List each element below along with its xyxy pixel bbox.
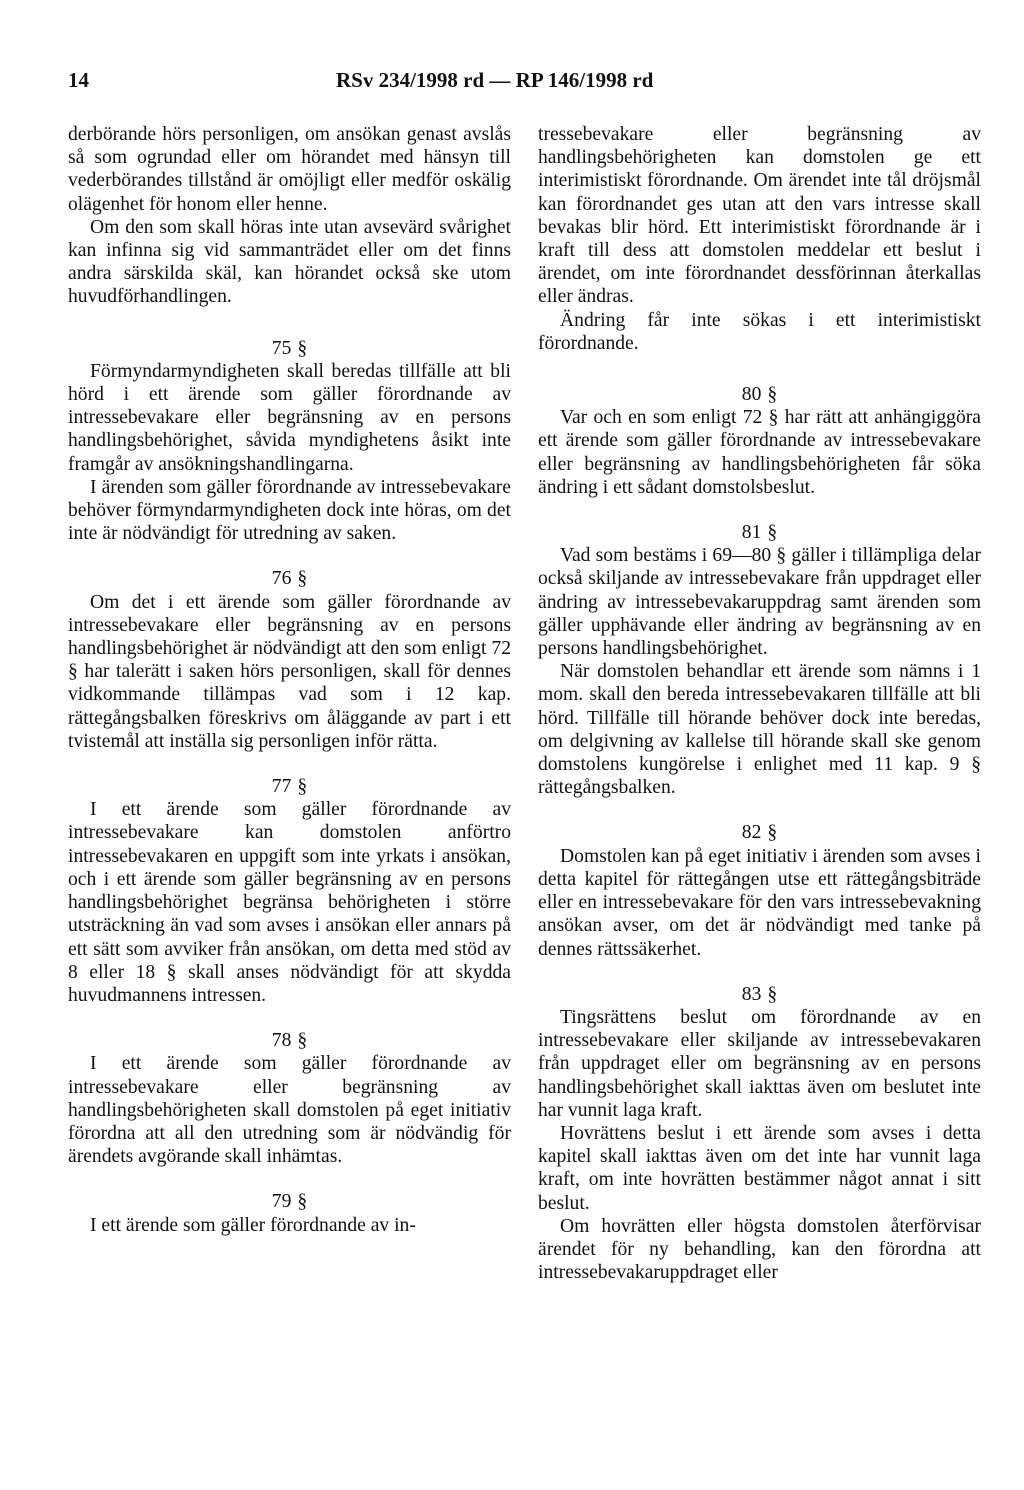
paragraph: tressebevakare eller begränsning av handlingsbehörigheten kan domstolen ge ett interimistiskt förordnande. Om ärendet inte tål dröjsmål kan förordnandet ges utan att den vars intresse skall bevakas blir hörd. Ett interimistiskt förordnande är i kraft till dess att domstolen meddelar ett beslut i ärendet, om inte förordnandet dessförinnan återkallas eller ändras. — [538, 124, 981, 308]
paragraph: Om hovrätten eller högsta domstolen återförvisar ärendet för ny behandling, kan den förordna att intressebevakaruppdraget eller — [538, 1215, 981, 1284]
right-column — [538, 123, 981, 1284]
section-number: 75 — [271, 337, 292, 359]
paragraph: När domstolen behandlar ett ärende som nämns i 1 mom. skall den bereda intressebevakaren tillfälle att bli hörd. Tillfälle till hörande behöver dock inte beredas, om delgivning av kallelse till hörande skall ske genom domstolens kungörelse i enlighet med 11 kap. 9 § rättegångsbalken. — [538, 661, 981, 799]
section-heading-78 — [68, 1007, 511, 1052]
running-title: RSv 234/1998 rd — RP 146/1998 rd — [336, 68, 654, 92]
section-sign: § — [767, 522, 778, 544]
section-number: 82 — [741, 822, 762, 844]
paragraph: Om det i ett ärende som gäller förordnande av intressebevakare eller begränsning av en persons handlingsbehörighet är nödvändigt att den som enligt 72 § har talerätt i saken hörs personligen, skall för dennes vidkommande tillämpas vad som i 12 kap. rättegångsbalken föreskrivs om åläggande av part i ett tvistemål att inställa sig personligen inför rätta. — [68, 591, 511, 752]
section-number: 80 — [741, 384, 762, 406]
paragraph: Tingsrättens beslut om förordnande av en intressebevakare eller skiljande av intressebevakaren från uppdraget eller om begränsning av en persons handlingsbehörighet skall iakttas även om beslutet inte har vunnit laga kraft. — [538, 1006, 981, 1121]
section-sign: § — [297, 1030, 308, 1052]
paragraph: Domstolen kan på eget initiativ i ärenden som avses i detta kapitel för rättegången utse ett rättegångsbiträde eller en intressebevakare för den vars intressebevakning ansökan avser, om det är nödvändigt med tanke på dennes rättssäkerhet. — [538, 845, 981, 960]
section-heading-83 — [538, 961, 981, 1006]
section-heading-77 — [68, 753, 511, 798]
section-heading-82 — [538, 799, 981, 844]
section-heading-75 — [68, 309, 511, 360]
left-column — [68, 123, 511, 1237]
section-sign: § — [297, 1191, 308, 1213]
section-heading-81 — [538, 499, 981, 544]
section-heading-79 — [68, 1168, 511, 1213]
page-number: 14 — [68, 68, 89, 92]
paragraph: Vad som bestäms i 69—80 § gäller i tillämpliga delar också skiljande av intressebevakare från uppdraget eller ändring av intressebevakaruppdrag samt ärenden som gäller upphävande eller ändring av begränsning av en persons handlingsbehörighet. — [538, 545, 981, 660]
section-heading-80 — [538, 355, 981, 406]
paragraph: derbörande hörs personligen, om ansökan genast avslås så som ogrundad eller om hörandet med hänsyn till vederbörandes tillstånd är omöjligt eller medför oskälig olägenhet för honom eller henne. — [68, 124, 511, 215]
paragraph: Ändring får inte sökas i ett interimistiskt förordnande. — [538, 309, 981, 354]
paragraph: Förmyndarmyndigheten skall beredas tillfälle att bli hörd i ett ärende som gäller förordnande av intressebevakare eller begränsning av en persons handlingsbehörighet, såvida myndighetens åsikt inte framgår av ansökningshandlingarna. — [68, 360, 511, 475]
paragraph: Var och en som enligt 72 § har rätt att anhängiggöra ett ärende som gäller förordnande av intressebevakare eller begränsning av handlingsbehörigheten får söka ändring i ett sådant domstolsbeslut. — [538, 407, 981, 498]
section-number: 77 — [271, 776, 292, 798]
paragraph: I ett ärende som gäller förordnande av intressebevakare kan domstolen anförtro intressebevakaren en uppgift som inte yrkats i ansökan, och i ett ärende som gäller begränsning av en persons handlingsbehörighet begränsa behörigheten i större utsträckning än vad som avses i ansökan eller annars på ett sätt som avviker från ansökan, om detta med stöd av 8 eller 18 § skall anses nödvändigt för att skydda huvudmannens intressen. — [68, 799, 511, 1006]
section-heading-76 — [68, 545, 511, 590]
section-number: 78 — [271, 1030, 292, 1052]
section-sign: § — [767, 384, 778, 406]
section-sign: § — [767, 983, 778, 1005]
section-number: 83 — [741, 983, 762, 1005]
section-sign: § — [297, 776, 308, 798]
section-sign: § — [297, 337, 308, 359]
paragraph: Om den som skall höras inte utan avsevärd svårighet kan infinna sig vid sammanträdet eller om det finns andra särskilda skäl, kan hörandet också ske utom huvudförhandlingen. — [68, 216, 511, 308]
section-sign: § — [767, 822, 778, 844]
paragraph: I ett ärende som gäller förordnande av in- — [90, 1214, 416, 1236]
section-number: 79 — [271, 1191, 292, 1213]
paragraph: Hovrättens beslut i ett ärende som avses i detta kapitel skall iakttas även om det inte har vunnit laga kraft, om inte hovrätten bestämmer något annat i sitt beslut. — [538, 1122, 981, 1214]
section-number: 81 — [741, 522, 762, 544]
section-number: 76 — [271, 568, 292, 590]
paragraph: I ärenden som gäller förordnande av intressebevakare behöver förmyndarmyndigheten dock inte höras, om det inte är nödvändigt för utredning av saken. — [68, 476, 511, 545]
paragraph: I ett ärende som gäller förordnande av intressebevakare eller begränsning av handlingsbehörigheten skall domstolen på eget initiativ förordna att all den utredning som är nödvändig för ärendets avgörande skall inhämtas. — [68, 1053, 511, 1168]
section-sign: § — [297, 568, 308, 590]
